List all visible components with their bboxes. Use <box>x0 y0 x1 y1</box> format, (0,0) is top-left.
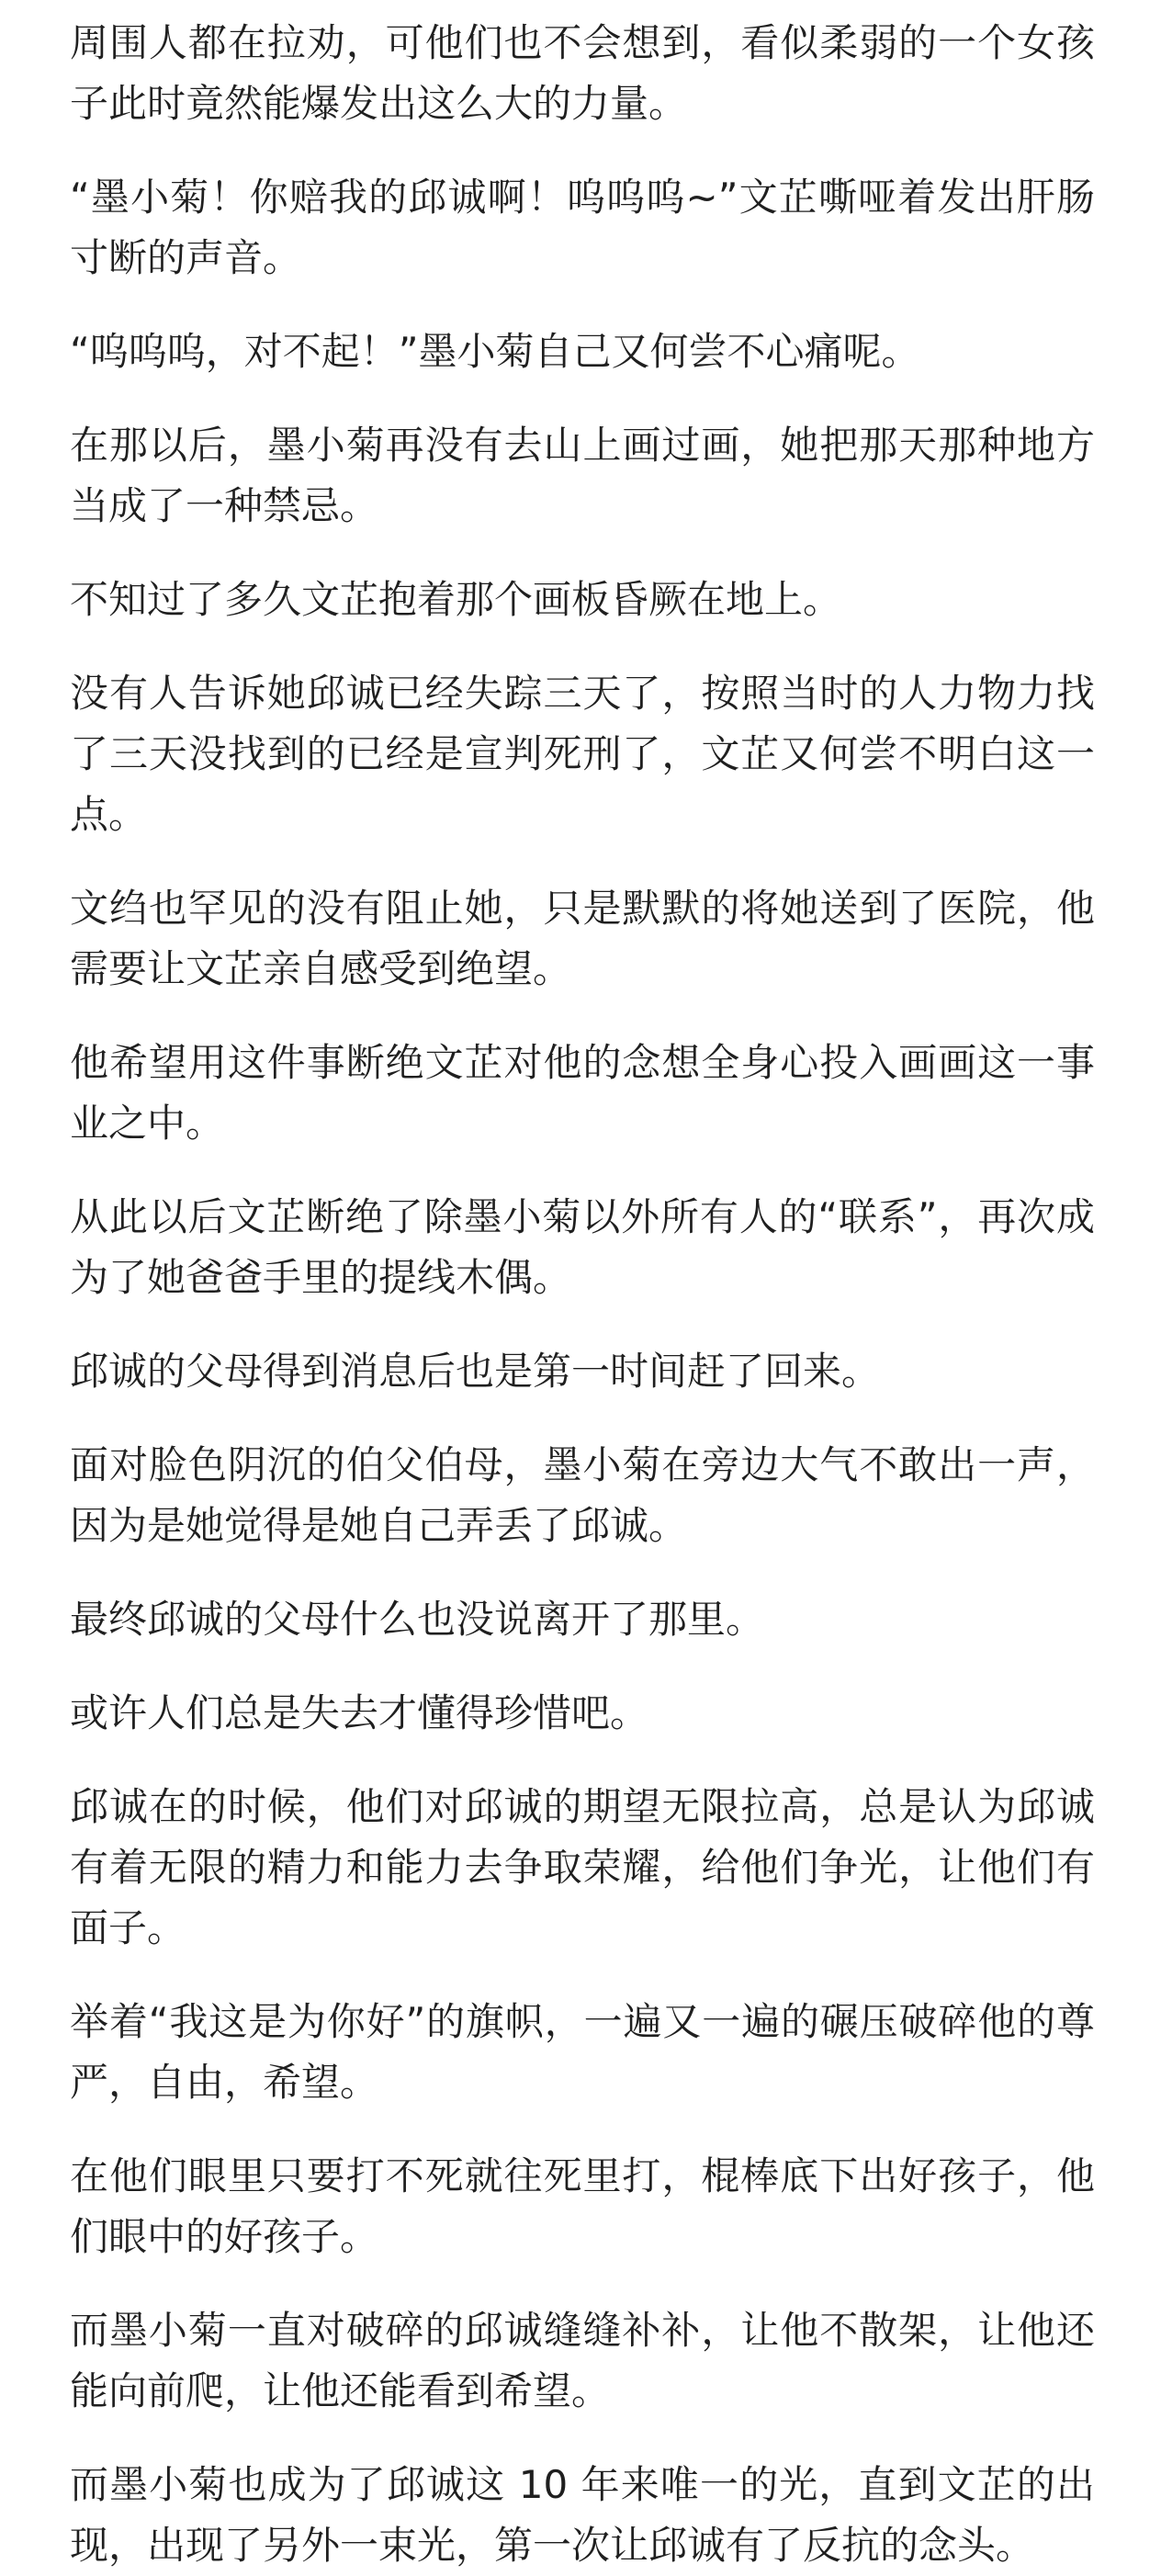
paragraph-3: “呜呜呜，对不起！”墨小菊自己又何尝不心痛呢。 <box>70 329 920 374</box>
paragraph-12: 最终邱诚的父母什么也没说离开了那里。 <box>70 1597 765 1642</box>
paragraph-17: 而墨小菊一直对破碎的邱诚缝缝补补，让他不散架，让他还能向前爬，让他还能看到希望。 <box>70 2308 1095 2413</box>
paragraph-11: 面对脸色阴沉的伯父伯母，墨小菊在旁边大气不敢出一声，因为是她觉得是她自己弄丢了邱诚。 <box>70 1442 1095 1548</box>
paragraph-16: 在他们眼里只要打不死就往死里打，棍棒底下出好孩子，他们眼中的好孩子。 <box>70 2153 1095 2259</box>
paragraph-5: 不知过了多久文芷抱着那个画板昏厥在地上。 <box>70 577 842 622</box>
paragraph-13: 或许人们总是失去才懂得珍惜吧。 <box>70 1690 649 1735</box>
paragraph-9: 从此以后文芷断绝了除墨小菊以外所有人的“联系”，再次成为了她爸爸手里的提线木偶。 <box>70 1194 1095 1300</box>
paragraph-2: “墨小菊！你赔我的邱诚啊！呜呜呜~”文芷嘶哑着发出肝肠寸断的声音。 <box>70 175 1095 280</box>
paragraph-15: 举着“我这是为你好”的旗帜，一遍又一遍的碾压破碎他的尊严，自由，希望。 <box>70 1999 1095 2105</box>
paragraph-8: 他希望用这件事断绝文芷对他的念想全身心投入画画这一事业之中。 <box>70 1040 1095 1146</box>
paragraph-14: 邱诚在的时候，他们对邱诚的期望无限拉高，总是认为邱诚有着无限的精力和能力去争取荣耀，给他们争光，让他们有面子。 <box>70 1784 1095 1950</box>
paragraph-7: 文绉也罕见的没有阻止她，只是默默的将她送到了医院，他需要让文芷亲自感受到绝望。 <box>70 886 1095 991</box>
paragraph-18: 而墨小菊也成为了邱诚这 10 年来唯一的光，直到文芷的出现，出现了另外一束光，第一次让邱诚有了反抗的念头。 <box>70 2462 1095 2568</box>
paragraph-4: 在那以后，墨小菊再没有去山上画过画，她把那天那种地方当成了一种禁忌。 <box>70 423 1095 528</box>
paragraph-1: 周围人都在拉劝，可他们也不会想到，看似柔弱的一个女孩子此时竟然能爆发出这么大的力量。 <box>70 20 1095 126</box>
paragraph-10: 邱诚的父母得到消息后也是第一时间赶了回来。 <box>70 1349 881 1394</box>
paragraph-6: 没有人告诉她邱诚已经失踪三天了，按照当时的人力物力找了三天没找到的已经是宣判死刑了，文芷又何尝不明白这一点。 <box>70 671 1095 837</box>
